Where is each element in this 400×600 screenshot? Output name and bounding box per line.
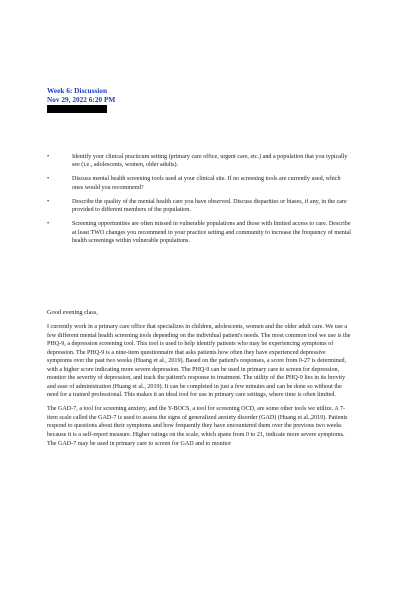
redacted-author-block [47,105,107,113]
bullet-icon: • [47,221,50,228]
discussion-page [47,86,352,453]
discussion-title: Week 6: Discussion [47,86,108,95]
post-date: Nov 29, 2022 6:20 PM [47,95,116,104]
bullet-icon: • [47,176,50,183]
prompt-text: Identify your clinical practicum setting (primary care office, urgent care, etc.) and a population that you typically see (i.e., adolescents, women, older adults). [72,154,348,169]
prompt-text: Screening opportunities are often missed in vulnerable populations and those with limited access to care. Describe at least TWO changes you recommend in your practice setting and community to increase the frequency of mental health screenings within vulnerable populations. [72,221,351,245]
prompt-text: Describe the quality of the mental health care you have observed. Discuss disparities or biases, if any, in the care provided to different members of the population. [72,198,347,214]
bullet-icon: • [47,198,50,205]
prompt-item [47,198,352,215]
prompt-list [47,153,352,245]
prompt-item [47,175,352,192]
response-body [47,309,352,448]
response-paragraph: I currently work in a primary care office that specializes in children, adolescents, women and the older adult care. We use a few different mental health screening tools depending on the individual patient's needs. The most common tool we use is the PHQ-9, a depression screening tool. This tool is used to help identify patients who may be experiencing symptoms of depression. The PHQ-9 is a nine-item questionnaire that asks patients how often they have experienced depressive symptoms over the past two weeks (Huang et al., 2019). Based on the patient's responses, a score from 0-27 is determined, with a higher score indicating more severe depression. The PHQ-9 can be used in primary care to screen for depression, monitor the severity of depression, and track the patient's response to treatment. The utility of the PHQ-9 lies in its brevity and ease of administration (Huang et al., 2019). It can be completed in just a few minutes and can be done so without the need for a trained professional. This makes it an ideal tool for use in primary care settings, where time is often limited. [47,324,351,399]
bullet-icon: • [47,154,50,160]
response-paragraph: The GAD-7, a tool for screening anxiety, and the Y-BOCS, a tool for screening OCD, are some other tools we utilize. A 7-item scale called the GAD-7 is used to assess the signs of generalized anxiety disorder (GAD) (Huang et al.,2019). Patients respond to questions about their symptoms and how frequently they have encountered them over the previous two weeks because it is a self-report measure. Higher ratings on the scale, which spans from 0 to 21, indicate more severe symptoms. The GAD-7 may be used in primary care to screen for GAD and to monitor [47,406,348,447]
greeting: Good evening class, [47,309,98,317]
prompt-item [47,220,352,245]
prompt-item [47,153,352,170]
prompt-text: Discuss mental health screening tools used at your clinical site. If no screening tools are currently used, which ones would you recommend? [72,176,341,191]
